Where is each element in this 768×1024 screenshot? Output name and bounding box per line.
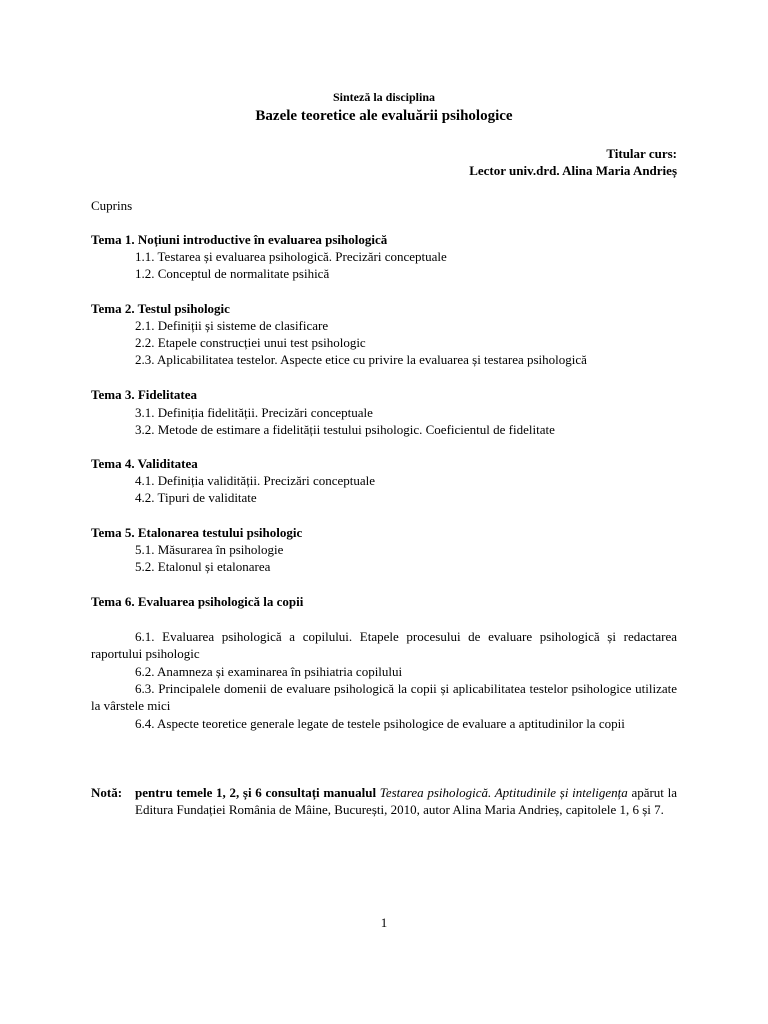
topic-item: 2.1. Definiții și sisteme de clasificare	[135, 318, 329, 333]
note-body	[135, 784, 677, 818]
topic-item: 6.4. Aspecte teoretice generale legate de testele psihologice de evaluare a aptitudinilor la copii	[135, 716, 625, 731]
topic-item: 6.1. Evaluarea psihologică a copilului. Etapele procesului de evaluare psihologică și redactarea raportului psihologic	[91, 629, 677, 661]
topic-item: 5.1. Măsurarea în psihologie	[135, 542, 284, 557]
course-subtitle: Sinteză la disciplina	[332, 90, 436, 104]
topic-item: 2.3. Aplicabilitatea testelor. Aspecte etice cu privire la evaluarea și testarea psihologică	[135, 352, 587, 367]
topic-title: Tema 5. Etalonarea testului psihologic	[91, 525, 303, 540]
note-rest: apărut la Editura Fundației România de Mâine, București, 2010, autor Alina Maria Andrieș, capitolele 1, 6 și 7.	[135, 785, 677, 817]
topic-item: 3.1. Definiția fidelității. Precizări conceptuale	[135, 405, 373, 420]
topic-title: Tema 4. Validitatea	[91, 456, 198, 471]
note-book-title: Testarea psihologică. Aptitudinile și inteligența	[379, 785, 628, 800]
topic-title: Tema 3. Fidelitatea	[91, 387, 198, 402]
topic-title: Tema 2. Testul psihologic	[91, 301, 230, 316]
page-number: 1	[380, 915, 388, 930]
titular-label: Titular curs:	[606, 146, 677, 161]
topic-item: 6.3. Principalele domenii de evaluare psihologică la copii și aplicabilitatea testelor psihologice utilizate la vârstele mici	[91, 681, 677, 713]
titular-name: Lector univ.drd. Alina Maria Andrieș	[469, 163, 677, 178]
topic-item: 6.2. Anamneza și examinarea în psihiatria copilului	[135, 664, 403, 679]
topic-title: Tema 1. Noțiuni introductive în evaluarea psihologică	[91, 232, 388, 247]
note-bold-text: pentru temele 1, 2, și 6 consultați manualul	[135, 785, 377, 800]
topic-item: 1.1. Testarea și evaluarea psihologică. Precizări conceptuale	[135, 249, 447, 264]
note-label: Notă:	[91, 785, 123, 800]
topic-title: Tema 6. Evaluarea psihologică la copii	[91, 594, 304, 609]
topic-item: 4.1. Definiția validității. Precizări conceptuale	[135, 473, 376, 488]
topic-item: 3.2. Metode de estimare a fidelității testului psihologic. Coeficientul de fidelitate	[135, 422, 555, 437]
topic-item: 5.2. Etalonul și etalonarea	[135, 559, 271, 574]
topic-item: 1.2. Conceptul de normalitate psihică	[135, 266, 330, 281]
course-title: Bazele teoretice ale evaluării psihologice	[255, 108, 513, 124]
topic-item: 4.2. Tipuri de validitate	[135, 490, 257, 505]
topic-item: 2.2. Etapele construcției unui test psihologic	[135, 335, 366, 350]
contents-heading: Cuprins	[91, 198, 133, 213]
